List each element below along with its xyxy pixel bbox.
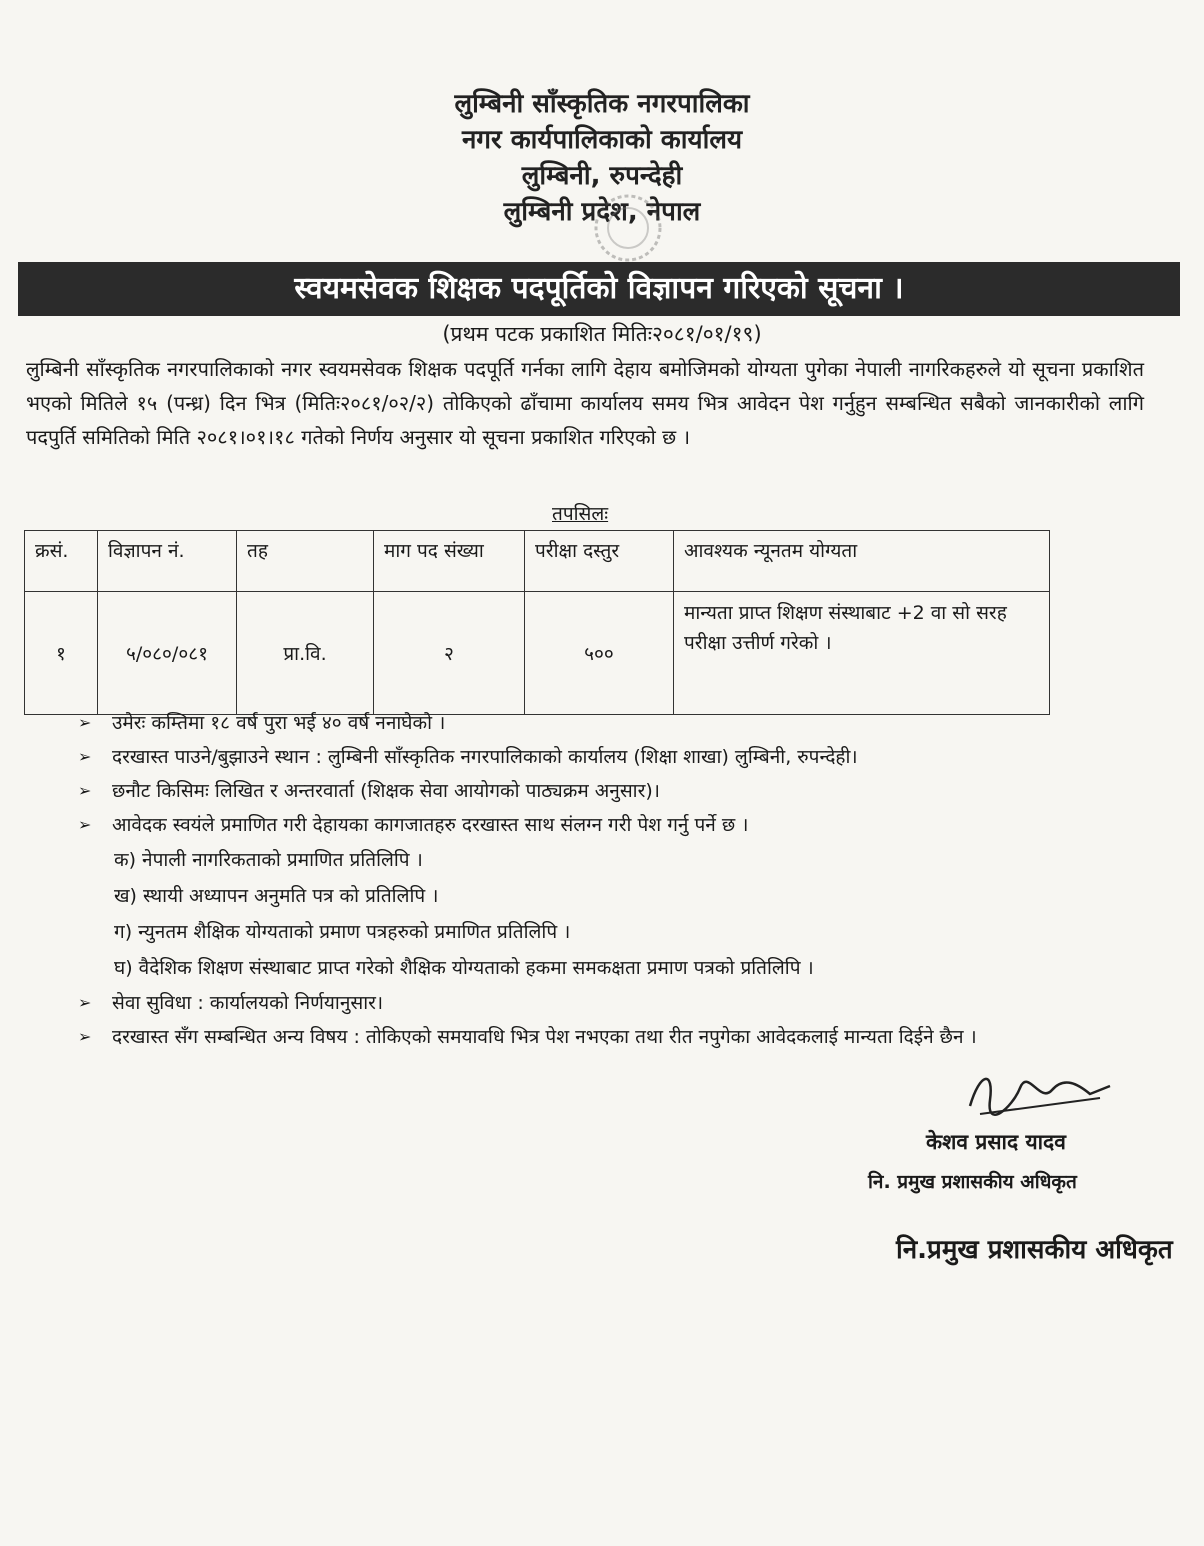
list-item xyxy=(78,1020,1158,1054)
office-location: लुम्बिनी, रुपन्देही xyxy=(521,161,683,191)
details-label: तपसिलः xyxy=(552,503,609,525)
document-item: घ) वैदेशिक शिक्षण संस्थाबाट प्राप्त गरेको शैक्षिक योग्यताको हकमा समकक्षता प्रमाण पत्रको प्रतिलिपि । xyxy=(114,957,814,979)
signer-title-stamp: नि.प्रमुख प्रशासकीय अधिकृत xyxy=(896,1235,1173,1265)
cell-level: प्रा.वि. xyxy=(237,592,374,715)
document-item: ख) स्थायी अध्यापन अनुमति पत्र को प्रतिलिपि । xyxy=(114,885,439,907)
other-terms: दरखास्त सँग सम्बन्धित अन्य विषय : तोकिएको समयावधि भित्र पेश नभएका तथा रीत नपुगेका आवेदकलाई मान्यता दिईने छैन । xyxy=(112,1026,977,1048)
arrow-bullet-icon: ➢ xyxy=(78,1027,92,1046)
municipality-name: लुम्बिनी साँस्कृतिक नगरपालिका xyxy=(454,89,750,119)
arrow-bullet-icon: ➢ xyxy=(78,993,92,1012)
notice-paragraph: लुम्बिनी साँस्कृतिक नगरपालिकाको नगर स्वयमसेवक शिक्षक पदपूर्ति गर्नका लागि देहाय बमोजिमको योग्यता पुगेका नेपाली नागरिकहरुले यो सूचना प्रकाशित भएको मितिले १५ (पन्ध्र) दिन भित्र (मितिः२०८१/०२/२) तोकिएको ढाँचामा कार्यालय समय भित्र आवेदन पेश गर्नुहुन सम्बन्धित सबैको जानकारीको लागि पदपुर्ति समितिको मिति २०८१।०१।१८ गतेको निर्णय अनुसार यो सूचना प्रकाशित गरिएको छ । xyxy=(26,357,1144,449)
signer-name: केशव प्रसाद यादव xyxy=(926,1130,1066,1154)
province-country: लुम्बिनी प्रदेश, नेपाल xyxy=(503,197,701,227)
arrow-bullet-icon: ➢ xyxy=(78,815,92,834)
col-serial: क्रसं. xyxy=(25,531,98,592)
documents-required: आवेदक स्वयंले प्रमाणित गरी देहायका कागजातहरु दरखास्त साथ संलग्न गरी पेश गर्नु पर्ने छ । xyxy=(112,814,749,836)
selection-method: छनौट किसिमः लिखित र अन्तरवार्ता (शिक्षक सेवा आयोगको पाठ्यक्रम अनुसार)। xyxy=(112,780,660,802)
cell-ad-number: ५/०८०/०८१ xyxy=(98,592,237,715)
list-item xyxy=(78,740,1158,774)
vacancy-table xyxy=(24,530,1050,715)
age-requirement: उमेरः कम्तिमा १८ वर्ष पुरा भई ४० वर्ष ननाघेको । xyxy=(112,712,446,734)
notice-title: स्वयमसेवक शिक्षक पदपूर्तिको विज्ञापन गरिएको सूचना । xyxy=(18,262,1180,316)
arrow-bullet-icon: ➢ xyxy=(78,747,92,766)
cell-qualification: मान्यता प्राप्त शिक्षण संस्थाबाट +2 वा सो सरह परीक्षा उत्तीर्ण गरेको । xyxy=(674,592,1050,715)
handwritten-signature xyxy=(960,1064,1120,1124)
signer-title: नि. प्रमुख प्रशासकीय अधिकृत xyxy=(868,1171,1077,1193)
cell-fee: ५०० xyxy=(525,592,674,715)
cell-serial: १ xyxy=(25,592,98,715)
service-benefits: सेवा सुविधा : कार्यालयको निर्णयानुसार। xyxy=(112,992,384,1014)
arrow-bullet-icon: ➢ xyxy=(78,781,92,800)
col-fee: परीक्षा दस्तुर xyxy=(525,531,674,592)
conditions-list xyxy=(78,706,1158,1054)
col-posts: माग पद संख्या xyxy=(374,531,525,592)
document-item: ग) न्युनतम शैक्षिक योग्यताको प्रमाण पत्रहरुको प्रमाणित प्रतिलिपि । xyxy=(114,921,571,943)
cell-posts: २ xyxy=(374,592,525,715)
publication-date: (प्रथम पटक प्रकाशित मितिः२०८१/०१/१९) xyxy=(442,322,762,346)
arrow-bullet-icon: ➢ xyxy=(78,713,92,732)
office-seal xyxy=(548,192,708,264)
col-level: तह xyxy=(237,531,374,592)
table-row xyxy=(25,592,1050,715)
office-name: नगर कार्यपालिकाको कार्यालय xyxy=(461,125,743,155)
col-ad-number: विज्ञापन नं. xyxy=(98,531,237,592)
list-item xyxy=(78,774,1158,808)
list-item xyxy=(78,986,1158,1020)
application-place: दरखास्त पाउने/बुझाउने स्थान : लुम्बिनी साँस्कृतिक नगरपालिकाको कार्यालय (शिक्षा शाखा) लुम्बिनी, रुपन्देही। xyxy=(112,746,858,768)
document-item: क) नेपाली नागरिकताको प्रमाणित प्रतिलिपि । xyxy=(114,849,423,871)
list-item xyxy=(78,706,1158,740)
table-header-row xyxy=(25,531,1050,592)
col-qualification: आवश्यक न्यूनतम योग्यता xyxy=(674,531,1050,592)
list-item xyxy=(78,808,1158,842)
